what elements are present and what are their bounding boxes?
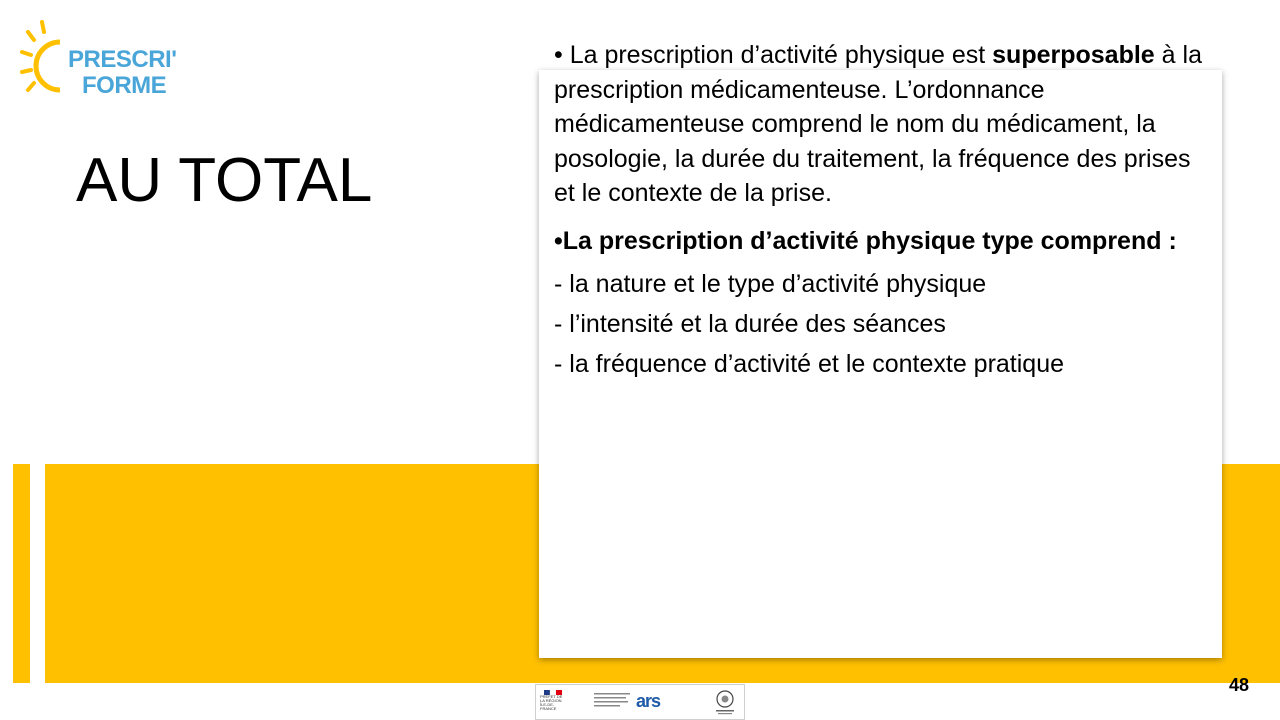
p1-bold: superposable xyxy=(992,41,1155,69)
logo-text-line1: PRESCRI' xyxy=(68,46,177,73)
logo-text-line2: FORME xyxy=(82,72,167,99)
list-item: - la fréquence d’activité et le contexte pratique xyxy=(554,349,1065,378)
seal-icon xyxy=(712,688,738,716)
p1-rest: à la prescription médicamenteuse. L’ordonnance médicamenteuse comprend le nom du médicament, la posologie, la durée du traitement, la fréquence des prises et le contexte de la prise. xyxy=(554,41,1202,207)
prescriforme-logo xyxy=(20,18,177,108)
paragraph-superposable xyxy=(554,38,1214,211)
content-text xyxy=(554,38,1214,384)
list-item: - la nature et le type d’activité physique xyxy=(554,269,987,298)
paragraph-type: •La prescription d’activité physique type comprend : xyxy=(554,226,1177,255)
p1-bullet: • La prescription d’activité physique est xyxy=(554,41,993,69)
ars-logo-text: ars xyxy=(636,691,661,711)
slide-title: AU TOTAL xyxy=(76,146,373,215)
ars-logo xyxy=(636,691,660,712)
prefet-label: PRÉFET DE LA RÉGION ÎLE-DE-FRANCE xyxy=(540,694,563,711)
ars-tagline-lines xyxy=(594,693,634,713)
page-number: 48 xyxy=(1229,675,1250,695)
accent-band-left xyxy=(13,464,30,683)
partner-logos xyxy=(535,684,745,720)
list-item: - l’intensité et la durée des séances xyxy=(554,309,946,338)
